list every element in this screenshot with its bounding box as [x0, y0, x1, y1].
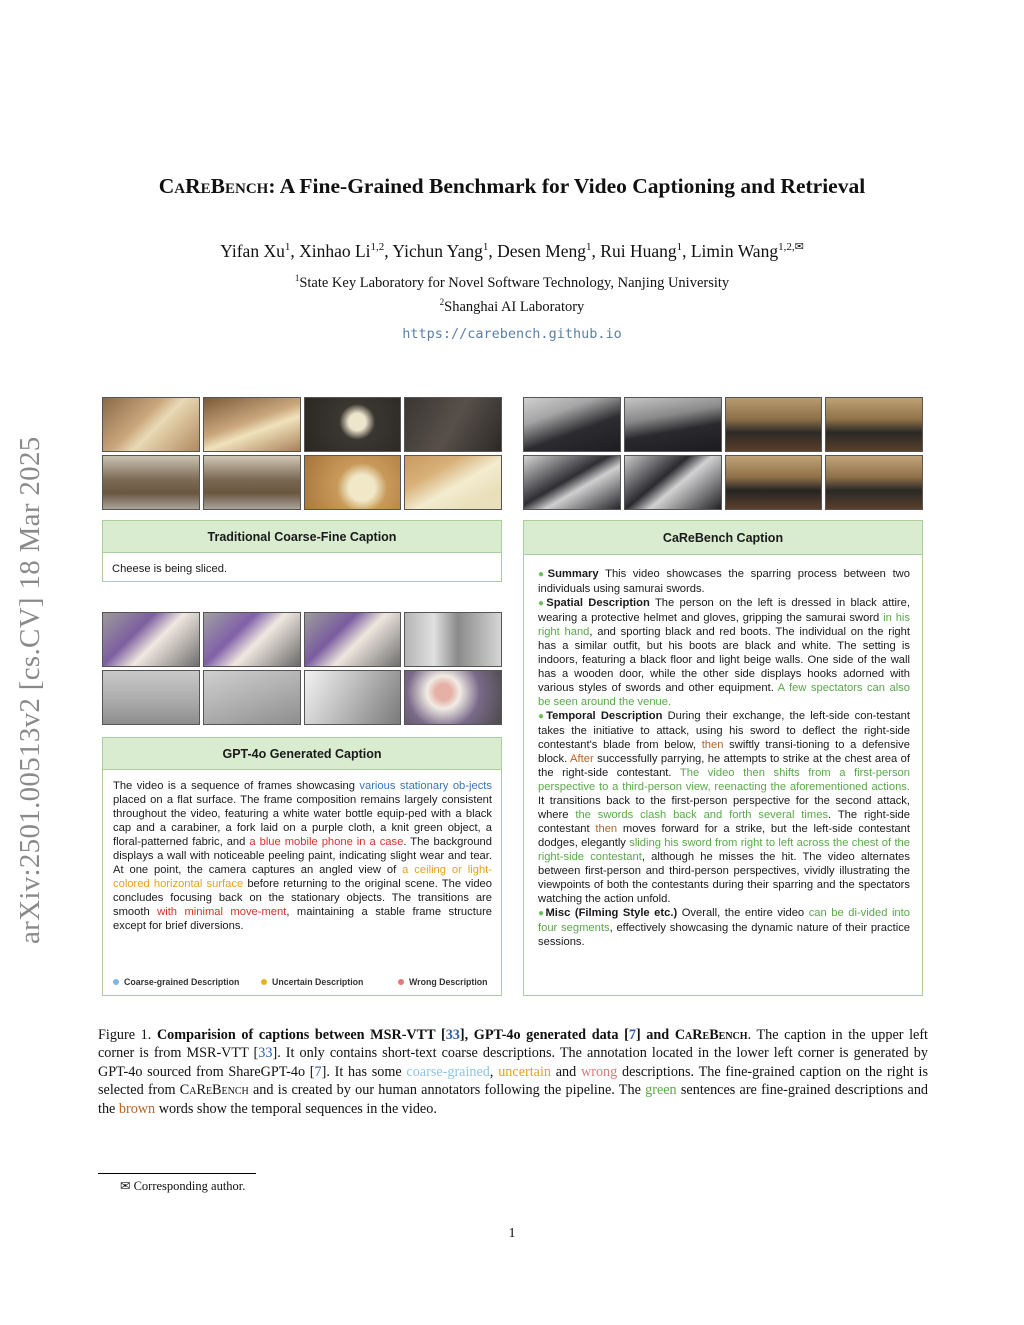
highlighted-phrase: a blue mobile phone in a case: [249, 836, 404, 848]
caption-segment: wrong: [580, 1063, 618, 1080]
legend-label: Uncertain Description: [272, 977, 364, 987]
caption-text: , effectively showcasing the dynamic nature of their practice sessions.: [538, 922, 911, 948]
caption-segment: Comparision of captions between MSR-VTT [: [156, 1027, 446, 1043]
video-frame: [102, 670, 200, 725]
caption-segment: green: [645, 1082, 677, 1099]
caption-segment: words show the temporal sequences in the video.: [155, 1100, 437, 1117]
section-heading: Misc (Filming Style etc.): [545, 907, 678, 919]
affiliation-1: [0, 273, 1024, 292]
affiliation-text: State Key Laboratory for Novel Software Technology, Nanjing University: [299, 274, 730, 291]
author-sup: 1,2,✉: [778, 241, 804, 253]
section-heading: Temporal Description: [546, 710, 663, 722]
arxiv-stamp: arXiv:2501.00513v2 [cs.CV] 18 Mar 2025: [14, 436, 46, 944]
paper-title: [0, 174, 1024, 199]
video-frame: [203, 612, 301, 667]
legend-dot-icon: [398, 979, 404, 985]
video-frame: [304, 397, 402, 452]
video-frame: [624, 455, 722, 510]
highlighted-phrase: A few spectators can also be seen around the venue.: [538, 682, 911, 708]
caption-text: During their exchange, the left-side con-testant takes the initiative to attack, using his sword to deflect the right-side contestant's blade from below,: [538, 710, 910, 751]
panel-body: [103, 770, 501, 933]
highlighted-phrase: a ceiling or light-colored horizontal surface: [113, 864, 492, 890]
caption-text: The video is a sequence of frames showcasing: [113, 780, 360, 792]
traditional-caption-panel: [102, 520, 502, 582]
affiliation-sup: 2: [439, 297, 445, 307]
affiliation-2: [0, 297, 1024, 316]
caption-text: before returning to the original scene. The video concludes focusing back on the stationary objects. The transitions are smooth: [113, 878, 492, 918]
bullet-icon: ●: [538, 598, 547, 609]
video-frame: [825, 455, 923, 510]
video-frame: [203, 397, 301, 452]
highlighted-phrase: then: [595, 823, 618, 835]
title-rest: : A Fine-Grained Benchmark for Video Captioning and Retrieval: [268, 174, 866, 198]
highlighted-phrase: can be di-vided into four segments: [538, 907, 910, 934]
video-frame: [304, 455, 402, 510]
video-frame: [404, 455, 502, 510]
caption-segment: CaReBench: [179, 1082, 249, 1099]
video-frame: [725, 397, 823, 452]
video-frame: [624, 397, 722, 452]
panel-header: Traditional Coarse-Fine Caption: [103, 521, 501, 553]
caption-text: successfully parrying, he attempts to strike at the chest area of the right-side contestant.: [538, 753, 910, 779]
page-number: 1: [508, 1226, 516, 1241]
highlighted-phrase: the swords clash back and forth several times: [575, 809, 829, 821]
caption-legend: [113, 977, 493, 987]
author-name: Xinhao Li: [299, 240, 371, 261]
video-frame: [523, 397, 621, 452]
caption-segment: ]. It only contains short-text coarse descriptions. The annotation located in the lower left corner is generated by GPT-4o sourced from ShareGPT-4o [: [98, 1045, 928, 1080]
figure-caption: [98, 1026, 928, 1118]
caption-segment: ,: [489, 1063, 499, 1080]
highlighted-phrase: After: [570, 753, 594, 765]
caption-text: moves forward for a strike, but the left-side contestant dodges, elegantly: [538, 823, 910, 849]
caption-section: [538, 906, 910, 949]
video-frame: [102, 397, 200, 452]
caption-segment: descriptions. The fine-grained caption on the right is selected from: [98, 1063, 928, 1099]
video-frame: [404, 397, 502, 452]
affiliation-text: Shanghai AI Laboratory: [444, 298, 585, 315]
author-sup: 1: [676, 241, 683, 253]
caption-segment: Figure 1.: [98, 1027, 157, 1043]
video-frame: [102, 612, 200, 667]
video-frame: [523, 455, 621, 510]
caption-text: Overall, the entire video: [677, 907, 809, 919]
author-list: Yifan Xu$^1$, Xinhao Li$^{1,2}$, Yichun Yang$^1$, Desen Meng$^1$, Rui Huang$^1$, Limin Wang$^{1,2,✉}$: [220, 240, 804, 261]
bullet-icon: ●: [538, 908, 546, 919]
video-frame: [102, 455, 200, 510]
affiliation-sup: 1: [294, 273, 300, 283]
author-sup: 1,2: [370, 241, 385, 253]
section-heading: Spatial Description: [546, 597, 650, 609]
panel-header: CaReBench Caption: [524, 521, 922, 555]
legend-dot-icon: [261, 979, 267, 985]
gpt4o-caption-panel: [102, 737, 502, 996]
legend-item: [261, 977, 398, 987]
caption-section: [538, 596, 910, 709]
highlighted-phrase: various stationary ob-jects: [359, 780, 493, 792]
caption-segment: sentences are fine-grained descriptions and the: [98, 1082, 929, 1117]
panel-body: [524, 555, 922, 949]
video-frame: [404, 670, 502, 725]
caption-text: placed on a flat surface. The frame composition remains largely consistent throughout the video, featuring a white water bottle equip-ped with a black cap and a carabiner, a fork laid on a purple cloth, a knit green object, a floral-patterned fabric, and: [113, 794, 492, 848]
highlighted-phrase: in his right hand: [538, 612, 911, 638]
thumbnail-grid-cheese: [102, 397, 502, 510]
author-name: Yifan Xu: [220, 240, 285, 261]
video-frame: [304, 670, 402, 725]
video-frame: [825, 397, 923, 452]
caption-segment: 7: [628, 1027, 636, 1043]
panel-body: Cheese is being sliced.: [112, 563, 228, 575]
caption-text: , and sporting black and red boots. The individual on the right has a similar outfit, but his boots are black and white. The setting is indoors, featuring a black floor and light beige walls. One side of the wall has a wooden door, while the other side displays hooks adorned with various styles of swords and other equipment.: [538, 626, 910, 694]
legend-item: [398, 977, 493, 987]
caption-text: The person on the left is dressed in black attire, wearing a protective helmet and gloves, gripping the samurai sword: [538, 597, 910, 624]
caption-segment: coarse-grained: [406, 1063, 490, 1080]
caption-text: swiftly transi-tioning to a defensive block.: [538, 739, 910, 765]
carebench-caption-panel: [523, 520, 923, 996]
caption-segment: ]. It has some: [321, 1063, 407, 1080]
bullet-icon: ●: [538, 569, 548, 580]
caption-section: [538, 567, 910, 596]
legend-label: Wrong Description: [409, 977, 488, 987]
caption-segment: and is created by our human annotators following the pipeline. The: [248, 1082, 646, 1099]
video-frame: [304, 612, 402, 667]
caption-text: , although he misses the hit. The video alternates between first-person and third-person perspectives, vividly illustrating the viewpoints of both the contestants during their sparring and the spectators watching the action unfold.: [538, 851, 910, 905]
video-frame: [203, 455, 301, 510]
highlighted-phrase: sliding his sword from right to left across the chest of the right-side contestant: [538, 837, 910, 863]
video-frame: [725, 455, 823, 510]
caption-segment: CaReBench: [674, 1027, 748, 1043]
caption-text: . The right-side contestant: [538, 809, 910, 835]
caption-segment: 33: [445, 1027, 460, 1043]
caption-segment: 33: [258, 1045, 273, 1062]
project-url[interactable]: https://carebench.github.io: [402, 326, 622, 342]
legend-dot-icon: [113, 979, 119, 985]
highlighted-phrase: The video then shifts from a first-person perspective to a third-person view, reenacting the aforementioned actions.: [538, 767, 910, 793]
author-name: Rui Huang: [600, 240, 677, 261]
video-frame: [203, 670, 301, 725]
legend-item: [113, 977, 261, 987]
caption-text: It transitions back to the first-person perspective for the second attack, where: [538, 795, 910, 821]
thumbnail-grid-sparring: [523, 397, 923, 510]
title-prefix: CaReBench: [158, 174, 269, 198]
author-sup: 1: [482, 241, 489, 253]
caption-text: . The background displays a wall with noticeable peeling paint, indicating slight wear and tear. At one point, the camera captures an angled view of: [113, 836, 492, 876]
author-sup: 1: [284, 241, 291, 253]
video-frame: [404, 612, 502, 667]
author-name: Desen Meng: [497, 240, 587, 261]
footnote: ✉ Corresponding author.: [120, 1179, 246, 1193]
caption-segment: and: [550, 1063, 581, 1080]
caption-segment: 7: [314, 1063, 322, 1080]
author-sup: 1: [586, 241, 592, 253]
caption-text: This video showcases the sparring process between two individuals using samurai swords.: [538, 568, 910, 595]
caption-text: , maintaining a stable frame structure except for brief diversions.: [113, 906, 493, 932]
author-name: Limin Wang: [690, 240, 779, 261]
caption-segment: . The caption in the upper left corner is from MSR-VTT [: [98, 1027, 929, 1062]
highlighted-phrase: then: [701, 739, 724, 751]
caption-segment: uncertain: [498, 1063, 551, 1080]
caption-segment: ], GPT-4o generated data [: [459, 1027, 629, 1043]
section-heading: Summary: [547, 568, 599, 580]
footnote-rule: [98, 1173, 256, 1174]
bullet-icon: ●: [538, 711, 547, 722]
caption-segment: brown: [118, 1100, 156, 1117]
legend-label: Coarse-grained Description: [124, 977, 240, 987]
panel-header: GPT-4o Generated Caption: [103, 738, 501, 770]
thumbnail-grid-objects: [102, 612, 502, 725]
author-name: Yichun Yang: [392, 240, 483, 261]
highlighted-phrase: with minimal move-ment: [157, 906, 287, 918]
caption-segment: ] and: [635, 1027, 675, 1043]
caption-section: [538, 709, 910, 906]
